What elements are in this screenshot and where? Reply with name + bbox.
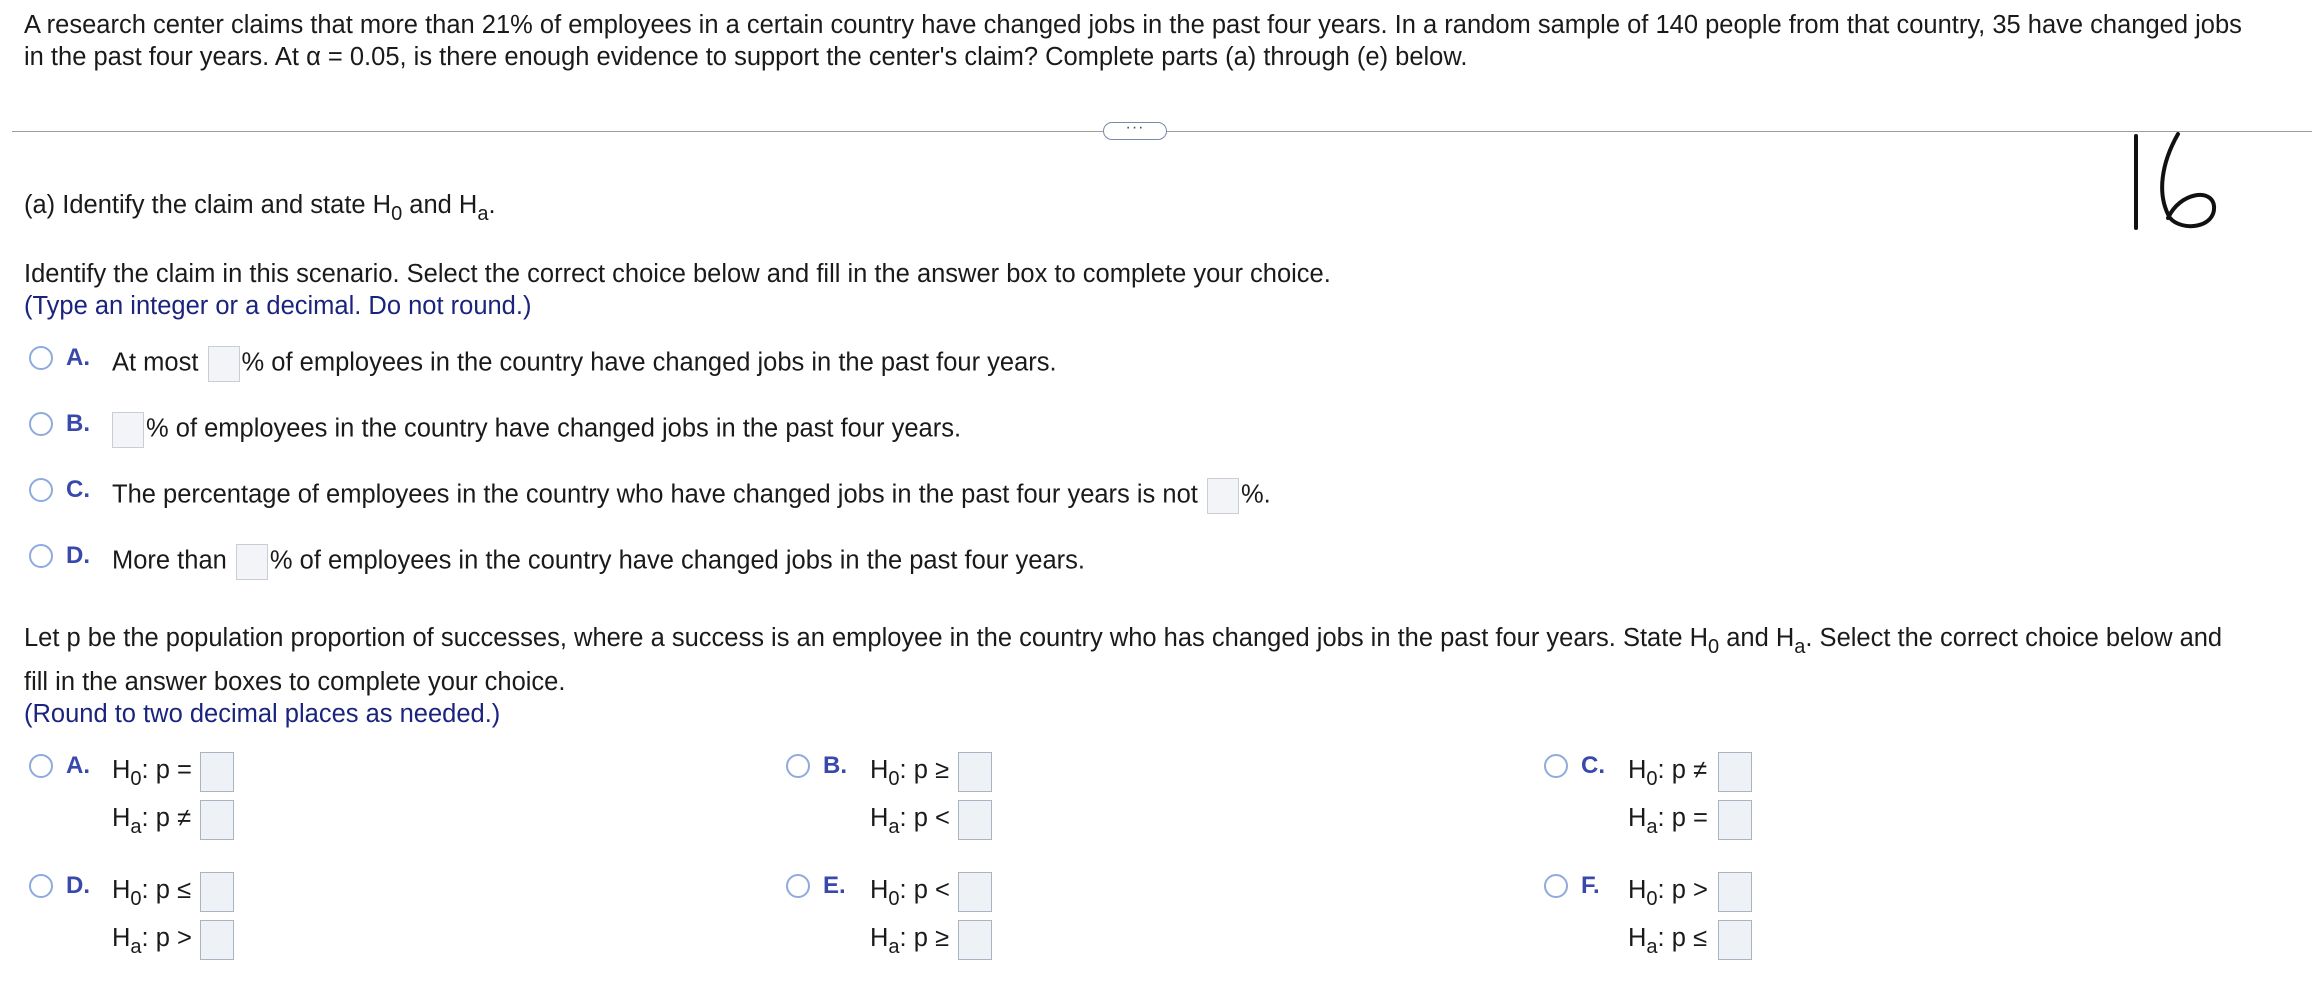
heading-and: and H (402, 191, 478, 219)
hyp-option-d-radio[interactable] (29, 874, 53, 898)
claim-option-d-input[interactable] (236, 544, 268, 580)
ha-rel: : p ≠ (141, 804, 191, 832)
hyp-option-a-ha (112, 804, 191, 838)
ha-rel: : p ≥ (899, 924, 949, 952)
h0-label: H (1628, 876, 1647, 904)
ha-sub: a (1646, 936, 1658, 958)
hyp-instr-end: . Select the correct choice below and (1805, 624, 2223, 652)
h0-rel: : p > (1657, 876, 1708, 904)
hyp-option-e-ha-input[interactable] (958, 920, 992, 960)
ha-label: H (112, 804, 131, 832)
hyp-option-b-ha-input[interactable] (958, 800, 992, 840)
hyp-instr-sub0: 0 (1708, 636, 1720, 658)
claim-option-b-text (112, 412, 961, 448)
h0-sub: 0 (130, 888, 142, 910)
problem-line-1: A research center claims that more than 21% of employees in a certain country have changed jobs in the past four years. In a random sample of 140 people from that country, 35 have changed jobs (24, 11, 2242, 39)
hyp-option-d-letter: D. (66, 872, 90, 899)
claim-option-a-after: % of employees in the country have changed jobs in the past four years. (241, 348, 1057, 377)
claim-option-c-input[interactable] (1207, 478, 1239, 514)
claim-option-d-letter: D. (66, 542, 90, 569)
claim-option-c-text (112, 478, 1271, 514)
hyp-option-f-radio[interactable] (1544, 874, 1568, 898)
claim-instruction: Identify the claim in this scenario. Select the correct choice below and fill in the answer box to complete your choice. (24, 260, 1331, 288)
hyp-option-c-ha (1628, 804, 1708, 838)
heading-text: (a) Identify the claim and state H (24, 191, 392, 219)
hyp-option-a-letter: A. (66, 752, 90, 779)
heading-end: . (488, 191, 496, 219)
handwritten-mark-16 (2118, 132, 2228, 232)
hyp-option-b-h0 (870, 756, 949, 790)
ha-sub: a (888, 936, 900, 958)
ha-rel: : p > (141, 924, 192, 952)
hypotheses-instruction-line-2: fill in the answer boxes to complete your choice. (24, 668, 566, 696)
ha-sub: a (130, 816, 142, 838)
h0-rel: : p = (141, 756, 192, 784)
problem-line-2: in the past four years. At α = 0.05, is there enough evidence to support the center's claim? Complete parts (a) through (e) below. (24, 43, 1468, 71)
hyp-option-b-h0-input[interactable] (958, 752, 992, 792)
hyp-option-b-letter: B. (823, 752, 847, 779)
h0-label: H (870, 876, 889, 904)
h0-sub: 0 (1646, 888, 1658, 910)
hyp-option-a-ha-input[interactable] (200, 800, 234, 840)
hyp-instr-and: and H (1719, 624, 1795, 652)
hyp-option-c-letter: C. (1581, 752, 1605, 779)
h0-label: H (112, 876, 131, 904)
h0-sub: 0 (888, 768, 900, 790)
h0-rel: : p ≥ (899, 756, 949, 784)
hypotheses-instruction-line-1 (24, 623, 2222, 656)
claim-option-b-after: % of employees in the country have changed jobs in the past four years. (146, 414, 962, 443)
hyp-option-d-h0-input[interactable] (200, 872, 234, 912)
hyp-option-d-h0 (112, 876, 191, 910)
hyp-option-e-radio[interactable] (786, 874, 810, 898)
hyp-option-a-h0 (112, 756, 192, 790)
claim-option-d-radio[interactable] (29, 544, 53, 568)
hyp-option-d-ha-input[interactable] (200, 920, 234, 960)
h0-label: H (112, 756, 131, 784)
hyp-option-c-ha-input[interactable] (1718, 800, 1752, 840)
hyp-option-a-radio[interactable] (29, 754, 53, 778)
hyp-instr-suba: a (1794, 636, 1806, 658)
hyp-option-d-ha (112, 924, 192, 958)
ha-sub: a (1646, 816, 1658, 838)
h0-rel: : p < (899, 876, 950, 904)
hyp-option-c-h0 (1628, 756, 1707, 790)
claim-option-a-letter: A. (66, 344, 90, 371)
h0-label: H (1628, 756, 1647, 784)
hyp-option-e-letter: E. (823, 872, 846, 899)
h0-sub: 0 (130, 768, 142, 790)
ha-label: H (112, 924, 131, 952)
hyp-option-b-ha (870, 804, 950, 838)
hypotheses-hint: (Round to two decimal places as needed.) (24, 700, 501, 728)
hyp-option-f-ha (1628, 924, 1707, 958)
claim-option-c-before: The percentage of employees in the country who have changed jobs in the past four years is not (112, 480, 1198, 509)
h0-rel: : p ≠ (1657, 756, 1707, 784)
ha-sub: a (888, 816, 900, 838)
heading-sub-a: a (477, 203, 489, 225)
ha-label: H (1628, 804, 1647, 832)
hyp-option-f-ha-input[interactable] (1718, 920, 1752, 960)
claim-option-c-letter: C. (66, 476, 90, 503)
hyp-option-f-h0-input[interactable] (1718, 872, 1752, 912)
hyp-option-f-letter: F. (1581, 872, 1600, 899)
hyp-option-b-radio[interactable] (786, 754, 810, 778)
claim-option-c-radio[interactable] (29, 478, 53, 502)
claim-option-d-before: More than (112, 546, 227, 575)
h0-label: H (870, 756, 889, 784)
claim-hint: (Type an integer or a decimal. Do not round.) (24, 292, 532, 320)
hyp-option-f-h0 (1628, 876, 1708, 910)
hyp-option-c-h0-input[interactable] (1718, 752, 1752, 792)
h0-sub: 0 (888, 888, 900, 910)
ha-rel: : p < (899, 804, 950, 832)
ha-rel: : p ≤ (1657, 924, 1707, 952)
hyp-option-e-h0-input[interactable] (958, 872, 992, 912)
heading-sub-0: 0 (391, 203, 403, 225)
hyp-instr-text: Let p be the population proportion of successes, where a success is an employee in the country who has changed jobs in the past four years. State H (24, 624, 1708, 652)
ha-label: H (1628, 924, 1647, 952)
claim-option-c-after: %. (1240, 480, 1271, 509)
hyp-option-a-h0-input[interactable] (200, 752, 234, 792)
claim-option-a-text (112, 346, 1057, 382)
ha-label: H (870, 924, 889, 952)
hyp-option-e-h0 (870, 876, 950, 910)
claim-option-a-before: At most (112, 348, 199, 377)
claim-option-d-text (112, 544, 1085, 580)
claim-option-b-letter: B. (66, 410, 90, 437)
h0-rel: : p ≤ (141, 876, 191, 904)
claim-option-d-after: % of employees in the country have changed jobs in the past four years. (269, 546, 1085, 575)
claim-option-a-input[interactable] (208, 346, 240, 382)
ha-label: H (870, 804, 889, 832)
ha-sub: a (130, 936, 142, 958)
hyp-option-e-ha (870, 924, 949, 958)
part-a-heading (24, 190, 496, 223)
expand-more-button[interactable]: ··· (1103, 122, 1167, 140)
h0-sub: 0 (1646, 768, 1658, 790)
claim-option-b-input[interactable] (112, 412, 144, 448)
claim-option-b-radio[interactable] (29, 412, 53, 436)
claim-option-a-radio[interactable] (29, 346, 53, 370)
hyp-option-c-radio[interactable] (1544, 754, 1568, 778)
ha-rel: : p = (1657, 804, 1708, 832)
